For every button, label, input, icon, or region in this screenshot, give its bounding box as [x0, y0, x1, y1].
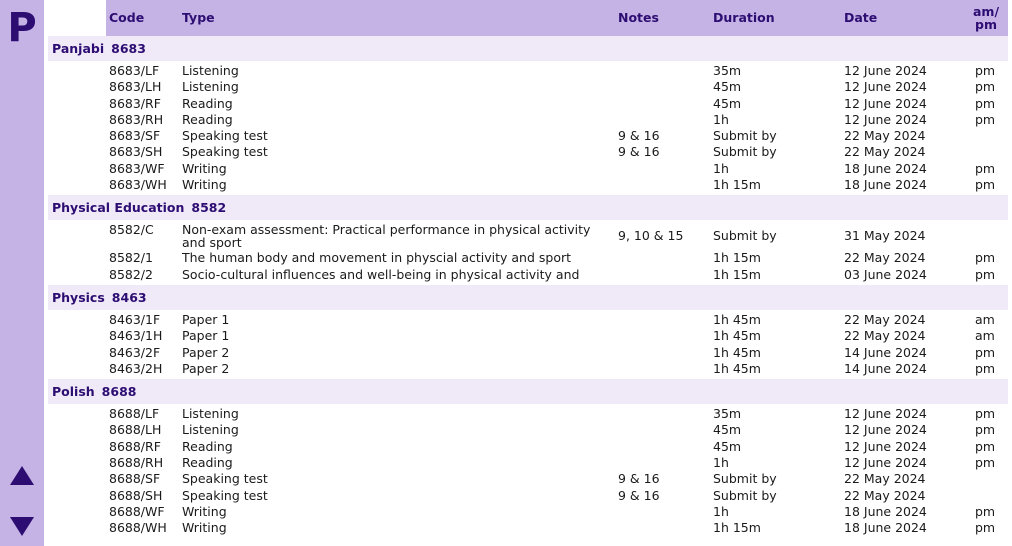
paper-ampm: pm [975, 160, 996, 176]
paper-duration: Submit by [713, 228, 777, 244]
paper-type: Listening [182, 422, 239, 438]
paper-duration: 1h [713, 111, 729, 127]
header-ampm [968, 5, 1004, 31]
paper-duration: 1h 45m [713, 328, 761, 344]
table-row [48, 222, 1008, 250]
paper-code: 8683/LF [109, 63, 160, 78]
paper-list [48, 220, 1008, 285]
paper-ampm: pm [975, 406, 996, 422]
table-row [48, 267, 1008, 283]
paper-duration: Submit by [713, 144, 777, 160]
paper-code: 8582/C [109, 222, 154, 238]
paper-code: 8683/WH [109, 177, 167, 193]
header-type: Type [182, 10, 215, 25]
paper-type: Paper 1 [182, 311, 230, 327]
table-row [48, 504, 1008, 520]
paper-code: 8688/SH [109, 487, 163, 503]
paper-date: 22 May 2024 [844, 487, 926, 503]
subject-code: 8582 [191, 200, 227, 216]
paper-code: 8683/RF [109, 95, 161, 111]
paper-ampm: pm [975, 177, 996, 193]
table-row [48, 345, 1008, 361]
table-row [48, 422, 1008, 438]
paper-ampm: pm [975, 63, 996, 78]
paper-type: Socio-cultural influences and well-being in physical activity and [182, 266, 580, 282]
table-row [48, 177, 1008, 193]
table-header [106, 0, 1008, 36]
paper-date: 03 June 2024 [844, 266, 927, 282]
paper-duration: Submit by [713, 128, 777, 144]
header-code: Code [109, 10, 145, 25]
paper-type: Listening [182, 406, 239, 422]
paper-type: Speaking test [182, 487, 268, 503]
paper-notes: 9 & 16 [618, 144, 660, 160]
paper-code: 8688/LH [109, 422, 162, 438]
paper-code: 8683/SF [109, 128, 161, 144]
table-row [48, 63, 1008, 79]
paper-code: 8463/1H [109, 328, 163, 344]
alphabet-sidebar [0, 0, 44, 546]
paper-date: 12 June 2024 [844, 95, 927, 111]
paper-type: Paper 1 [182, 328, 230, 344]
paper-date: 22 May 2024 [844, 144, 926, 160]
paper-duration: 1h 15m [713, 250, 761, 266]
paper-code: 8582/2 [109, 266, 153, 282]
paper-date: 22 May 2024 [844, 311, 926, 327]
paper-date: 22 May 2024 [844, 128, 926, 144]
subject-name: Physics [52, 289, 105, 305]
table-row [48, 361, 1008, 377]
table-row [48, 128, 1008, 144]
paper-code: 8688/RH [109, 455, 164, 471]
paper-type: Non-exam assessment: Practical performance in physical activity and sport [182, 222, 591, 251]
paper-duration: 1h [713, 503, 729, 519]
paper-code: 8688/WF [109, 503, 165, 519]
paper-duration: 45m [713, 95, 742, 111]
paper-date: 12 June 2024 [844, 455, 927, 471]
paper-duration: 1h 45m [713, 311, 761, 327]
paper-duration: 45m [713, 422, 742, 438]
paper-date: 14 June 2024 [844, 344, 927, 360]
header-duration: Duration [713, 10, 775, 25]
subject-name: Polish [52, 384, 95, 400]
paper-type: Reading [182, 111, 233, 127]
paper-ampm: pm [975, 344, 996, 360]
table-row [48, 79, 1008, 95]
paper-list [48, 310, 1008, 379]
table-row [48, 96, 1008, 112]
paper-duration: 1h 45m [713, 344, 761, 360]
paper-duration: 1h 15m [713, 266, 761, 282]
paper-type: Writing [182, 177, 227, 193]
paper-type: Writing [182, 160, 227, 176]
paper-ampm: pm [975, 360, 996, 376]
paper-ampm: pm [975, 250, 996, 266]
subject-heading [48, 379, 1008, 404]
header-notes: Notes [618, 10, 659, 25]
paper-duration: 45m [713, 438, 742, 454]
subject-code: 8683 [111, 41, 146, 56]
subject-title [52, 200, 226, 215]
paper-date: 12 June 2024 [844, 438, 927, 454]
paper-date: 14 June 2024 [844, 360, 927, 376]
paper-date: 18 June 2024 [844, 520, 927, 536]
paper-type: Speaking test [182, 144, 268, 160]
paper-ampm: pm [975, 520, 996, 536]
paper-type: Paper 2 [182, 360, 230, 376]
table-row [48, 520, 1008, 536]
paper-code: 8683/SH [109, 144, 163, 160]
paper-date: 22 May 2024 [844, 328, 926, 344]
subject-title [52, 384, 136, 399]
paper-duration: 1h 15m [713, 520, 761, 536]
paper-type: Listening [182, 79, 239, 95]
paper-type: Listening [182, 63, 239, 78]
paper-code: 8683/WF [109, 160, 165, 176]
paper-ampm: pm [975, 438, 996, 454]
paper-type: Speaking test [182, 128, 268, 144]
paper-list [48, 61, 1008, 195]
paper-code: 8688/WH [109, 520, 167, 536]
header-date: Date [844, 10, 878, 25]
paper-notes: 9 & 16 [618, 471, 660, 487]
paper-date: 12 June 2024 [844, 422, 927, 438]
subject-section [48, 285, 1008, 379]
paper-code: 8463/2F [109, 344, 161, 360]
table-row [48, 161, 1008, 177]
paper-date: 22 May 2024 [844, 471, 926, 487]
subject-heading [48, 36, 1008, 61]
paper-type: Writing [182, 503, 227, 519]
paper-ampm: pm [975, 266, 996, 282]
paper-type: Speaking test [182, 471, 268, 487]
subject-title [52, 41, 146, 56]
paper-ampm: pm [975, 111, 996, 127]
paper-duration: 45m [713, 79, 742, 95]
subject-section [48, 379, 1008, 538]
paper-date: 12 June 2024 [844, 63, 927, 78]
table-row [48, 112, 1008, 128]
paper-date: 12 June 2024 [844, 79, 927, 95]
subject-section [48, 195, 1008, 285]
paper-type: Writing [182, 520, 227, 536]
paper-date: 31 May 2024 [844, 228, 926, 244]
subject-title [52, 290, 147, 305]
paper-date: 12 June 2024 [844, 111, 927, 127]
paper-notes: 9, 10 & 15 [618, 228, 684, 244]
paper-code: 8582/1 [109, 250, 153, 266]
paper-duration: 35m [713, 63, 742, 78]
paper-duration: 1h 45m [713, 360, 761, 376]
paper-code: 8688/RF [109, 438, 161, 454]
paper-code: 8463/2H [109, 360, 163, 376]
header-ampm-line1: am/ [972, 4, 1000, 19]
paper-duration: Submit by [713, 471, 777, 487]
table-row [48, 312, 1008, 328]
subject-heading [48, 195, 1008, 220]
paper-code: 8683/LH [109, 79, 162, 95]
paper-ampm: pm [975, 422, 996, 438]
paper-duration: 35m [713, 406, 742, 422]
paper-date: 18 June 2024 [844, 160, 927, 176]
subject-code: 8463 [111, 289, 147, 305]
scroll-down-icon[interactable] [10, 517, 34, 536]
subject-name: Panjabi [52, 41, 105, 56]
paper-date: 18 June 2024 [844, 177, 927, 193]
table-row [48, 144, 1008, 160]
paper-notes: 9 & 16 [618, 128, 660, 144]
paper-ampm: pm [975, 455, 996, 471]
table-row [48, 328, 1008, 344]
current-letter: P [7, 5, 37, 51]
header-ampm-line2: pm [975, 17, 997, 32]
paper-type: The human body and movement in physcial activity and sport [182, 250, 572, 266]
table-row [48, 471, 1008, 487]
paper-ampm: pm [975, 95, 996, 111]
paper-date: 12 June 2024 [844, 406, 927, 422]
paper-duration: 1h [713, 455, 729, 471]
exam-table [48, 36, 1008, 539]
paper-notes: 9 & 16 [618, 487, 660, 503]
paper-type: Paper 2 [182, 344, 230, 360]
paper-ampm: pm [975, 503, 996, 519]
paper-code: 8688/SF [109, 471, 161, 487]
subject-name: Physical Education [52, 200, 185, 216]
paper-code: 8683/RH [109, 111, 164, 127]
table-row [48, 488, 1008, 504]
subject-section [48, 36, 1008, 195]
paper-duration: 1h 15m [713, 177, 761, 193]
table-row [48, 250, 1008, 266]
paper-date: 18 June 2024 [844, 503, 927, 519]
paper-code: 8463/1F [109, 311, 161, 327]
paper-type: Reading [182, 455, 233, 471]
table-row [48, 406, 1008, 422]
paper-duration: 1h [713, 160, 729, 176]
paper-type: Reading [182, 438, 233, 454]
paper-ampm: am [975, 311, 995, 327]
paper-ampm: am [975, 328, 995, 344]
paper-type: Reading [182, 95, 233, 111]
table-row [48, 439, 1008, 455]
paper-duration: Submit by [713, 487, 777, 503]
table-row [48, 455, 1008, 471]
scroll-up-icon[interactable] [10, 466, 34, 485]
paper-code: 8688/LF [109, 406, 160, 422]
paper-ampm: pm [975, 79, 996, 95]
subject-heading [48, 285, 1008, 310]
paper-date: 22 May 2024 [844, 250, 926, 266]
subject-code: 8688 [101, 384, 137, 400]
paper-list [48, 404, 1008, 538]
